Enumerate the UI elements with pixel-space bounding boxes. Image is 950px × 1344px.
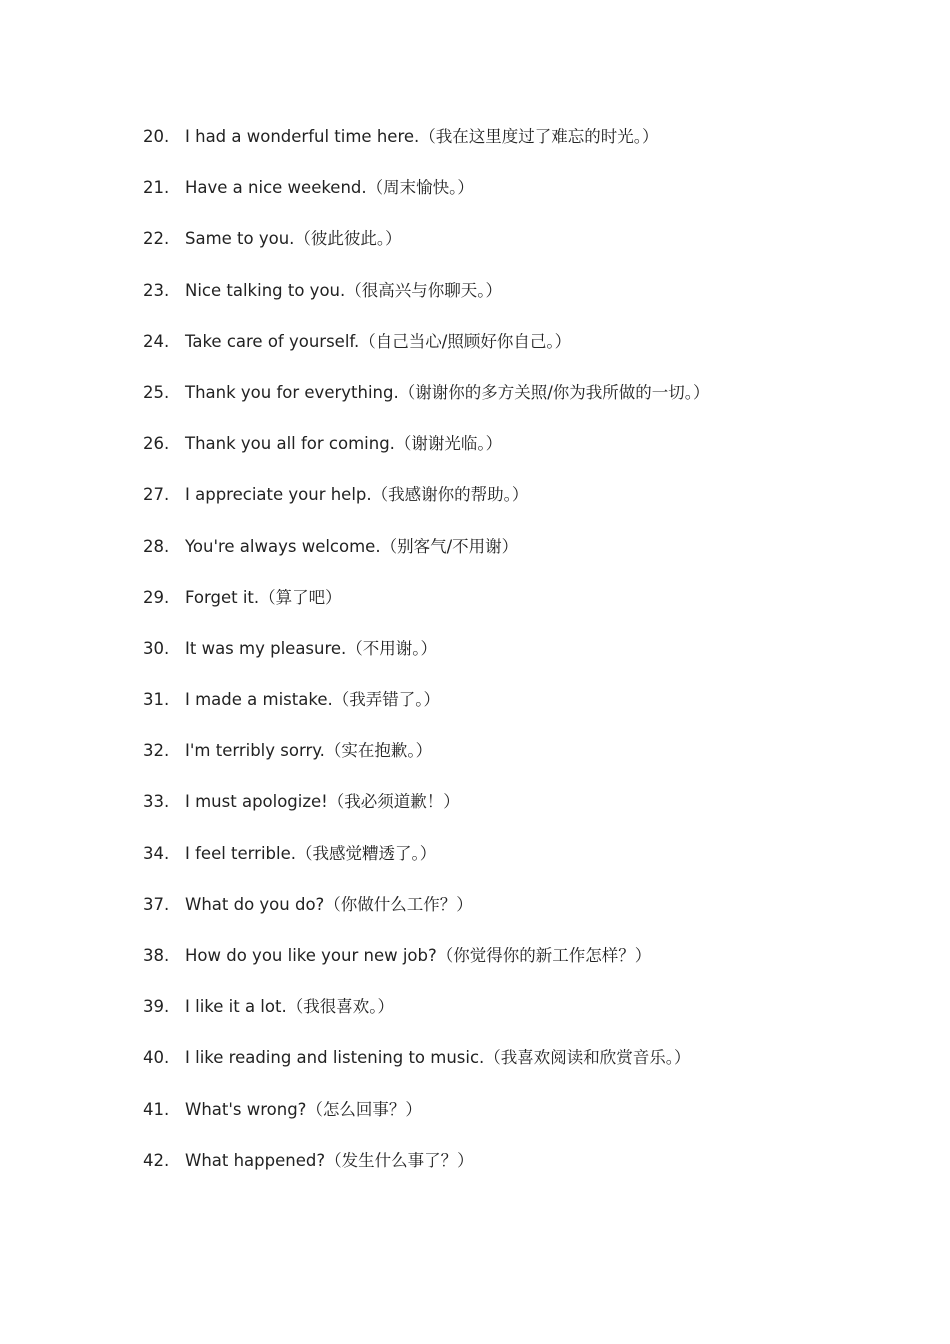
phrase-line [143,534,923,585]
phrase-line [143,1045,923,1096]
line-text: Thank you all for coming.（谢谢光临。） [185,434,503,454]
line-number: 24. [143,331,170,351]
line-text: It was my pleasure.（不用谢。） [185,638,438,658]
phrase-line [143,482,923,533]
phrase-line [143,329,923,380]
line-number: 41. [143,1099,170,1119]
line-number: 38. [143,946,170,965]
phrase-line [143,636,923,687]
line-number: 25. [143,382,170,402]
phrase-line [143,1148,923,1199]
line-number: 30. [143,638,170,658]
phrase-line [143,124,923,175]
line-number: 42. [143,1150,170,1170]
line-number: 29. [143,587,170,607]
line-text: Take care of yourself.（自己当心/照顾好你自己。） [185,331,572,351]
line-text: I like reading and listening to music.（我喜欢阅读和欣赏音乐。） [185,1048,691,1068]
phrase-line [143,431,923,482]
phrase-line [143,841,923,892]
line-text: Thank you for everything.（谢谢你的多方关照/你为我所做的一切。） [185,382,710,402]
phrase-list [143,124,923,1199]
phrase-line [143,585,923,636]
line-number: 34. [143,843,170,863]
line-text: I appreciate your help.（我感谢你的帮助。） [185,485,529,505]
phrase-line [143,175,923,226]
line-number: 37. [143,894,170,914]
line-text: What's wrong?（怎么回事？） [185,1099,422,1119]
line-text: I'm terribly sorry.（实在抱歉。） [185,741,433,761]
line-number: 40. [143,1048,170,1068]
line-text: Nice talking to you.（很高兴与你聊天。） [185,280,502,300]
line-text: What do you do?（你做什么工作？） [185,894,473,914]
line-number: 23. [143,280,170,300]
phrase-line [143,994,923,1045]
phrase-line [143,1097,923,1148]
line-number: 27. [143,485,170,505]
phrase-line [143,278,923,329]
line-number: 31. [143,690,170,710]
line-text: I made a mistake.（我弄错了。） [185,690,440,710]
phrase-line [143,789,923,840]
line-text: I had a wonderful time here.（我在这里度过了难忘的时光。） [185,127,659,146]
line-text: Have a nice weekend.（周末愉快。） [185,178,474,198]
line-text: I like it a lot.（我很喜欢。） [185,997,394,1017]
line-number: 22. [143,229,170,249]
phrase-line [143,687,923,738]
line-number: 32. [143,741,170,761]
phrase-line [143,226,923,277]
line-text: I feel terrible.（我感觉糟透了。） [185,843,437,863]
line-text: How do you like your new job?（你觉得你的新工作怎样？） [185,946,652,965]
line-text: Same to you.（彼此彼此。） [185,229,402,249]
line-number: 39. [143,997,170,1017]
phrase-line [143,738,923,789]
line-number: 21. [143,178,170,198]
line-text: You're always welcome.（别客气/不用谢） [185,536,519,556]
line-text: I must apologize!（我必须道歉！） [185,792,460,812]
line-number: 26. [143,434,170,454]
line-number: 28. [143,536,170,556]
line-number: 33. [143,792,170,812]
line-text: What happened?（发生什么事了？） [185,1150,474,1170]
line-text: Forget it.（算了吧） [185,587,342,607]
phrase-line [143,380,923,431]
phrase-line [143,943,923,994]
line-number: 20. [143,127,170,146]
phrase-line [143,892,923,943]
